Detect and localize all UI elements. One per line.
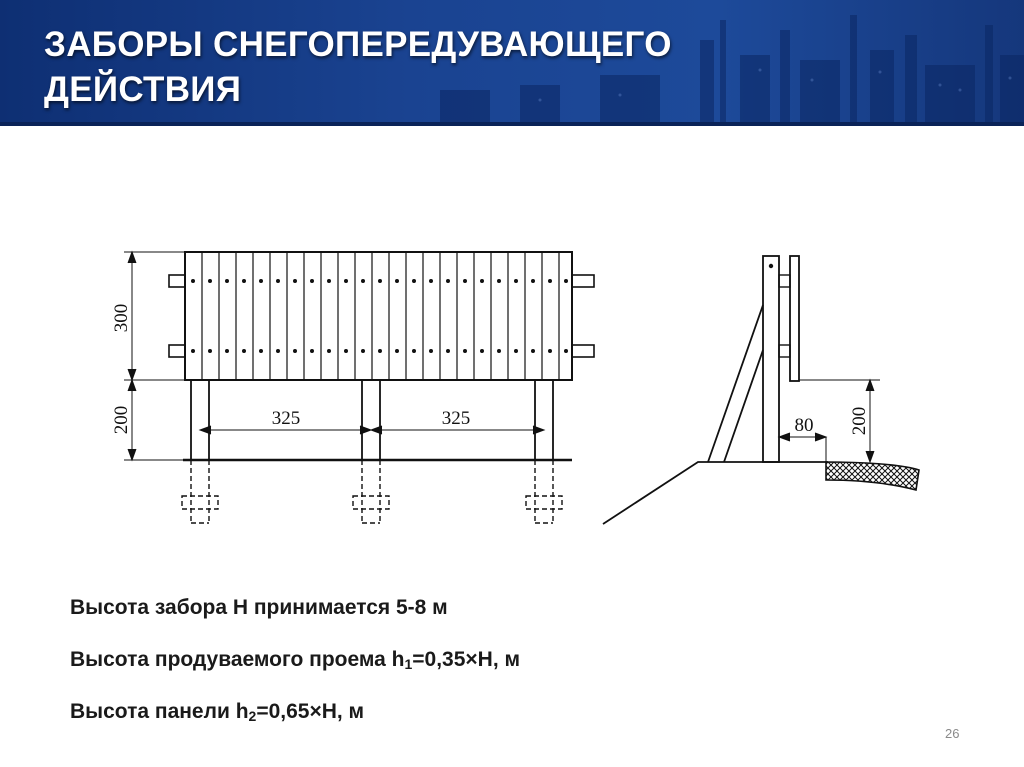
front-height-dimensions <box>124 252 184 460</box>
slide-number: 26 <box>945 726 960 741</box>
hatched-strip <box>826 462 919 490</box>
opening-height-line <box>70 634 520 686</box>
side-view <box>603 256 919 524</box>
slide-title <box>44 22 672 112</box>
dimension-label-side-gap-height: 200 <box>849 406 870 436</box>
front-span-dimensions <box>200 426 544 434</box>
dimension-label-span-left: 325 <box>271 408 301 429</box>
fence-diagram <box>0 126 1024 566</box>
panel-height-subscript: 2 <box>248 708 257 724</box>
rail-end-right-bottom <box>572 345 594 357</box>
front-view <box>124 252 594 523</box>
header-banner <box>0 0 1024 126</box>
nail-dots <box>191 279 568 353</box>
rail-end-left-bottom <box>169 345 185 357</box>
fence-boards <box>202 252 559 380</box>
dimension-label-span-right: 325 <box>441 408 471 429</box>
panel-height-line <box>70 686 520 738</box>
side-panel <box>790 256 799 381</box>
fence-height-line <box>70 582 520 634</box>
post-footings <box>182 460 562 523</box>
dimension-label-offset: 80 <box>794 415 814 436</box>
panel-height-suffix: =0,65×Н, м <box>256 700 365 723</box>
slide-title-line-1: ЗАБОРЫ СНЕГОПЕРЕДУВАЮЩЕГО <box>44 25 672 64</box>
dimension-label-panel-height: 300 <box>111 303 132 333</box>
rail-end-right-top <box>572 275 594 287</box>
fence-panel <box>185 252 572 380</box>
formula-list <box>70 582 520 738</box>
opening-height-suffix: =0,35×Н, м <box>412 648 521 671</box>
panel-height-prefix: Высота панели h <box>70 700 249 723</box>
rail-end-left-top <box>169 275 185 287</box>
opening-height-prefix: Высота продуваемого проема h <box>70 648 405 671</box>
fence-posts <box>191 380 553 460</box>
slide-title-line-2: ДЕЙСТВИЯ <box>44 70 242 109</box>
opening-height-subscript: 1 <box>404 656 413 672</box>
dimension-label-gap-height: 200 <box>111 405 132 435</box>
slope-ground <box>603 462 828 524</box>
side-post <box>763 256 779 462</box>
fence-height-text: Высота забора Н принимается 5-8 м <box>70 596 448 619</box>
side-brace <box>708 305 763 462</box>
